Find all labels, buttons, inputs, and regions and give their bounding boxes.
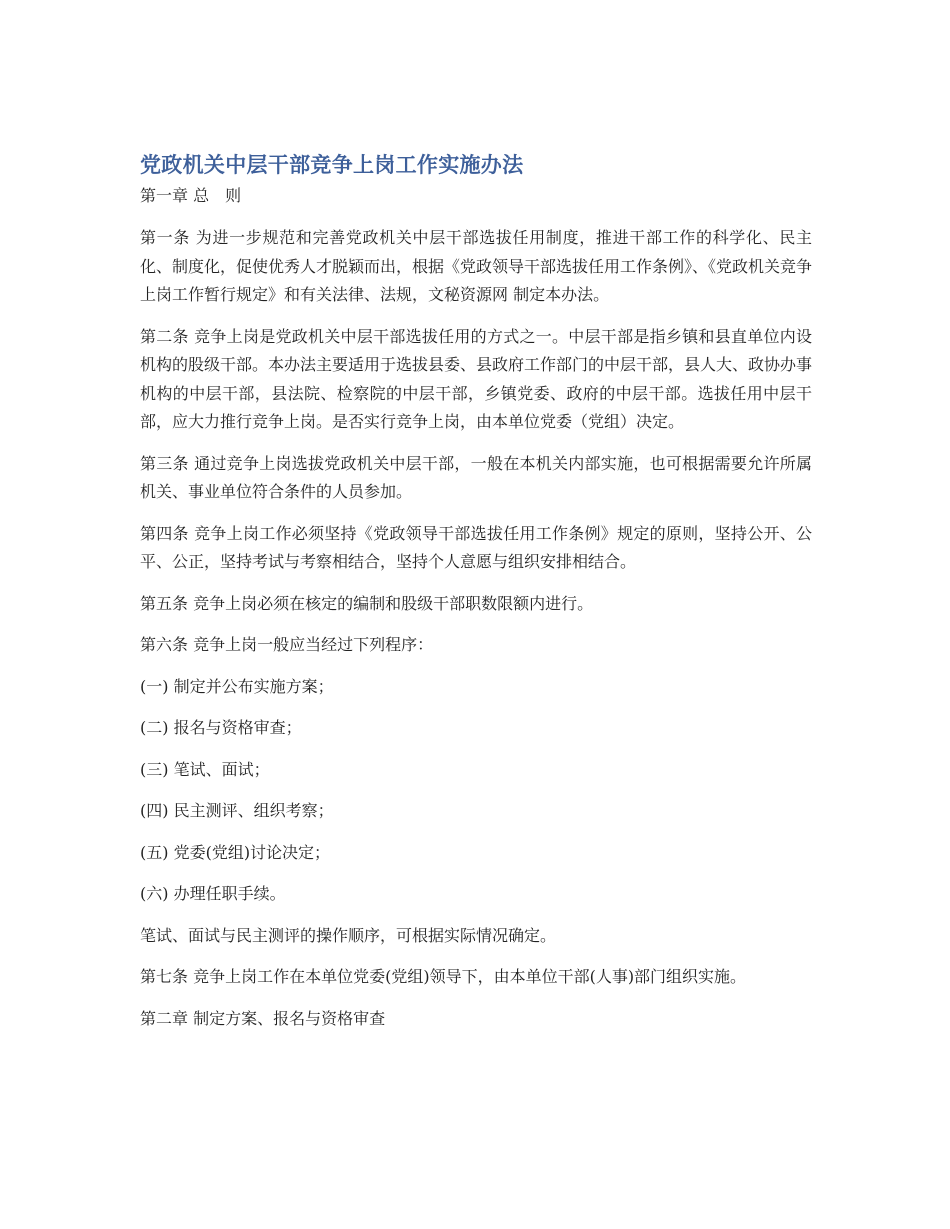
document-title: 党政机关中层干部竞争上岗工作实施办法 [140, 153, 524, 177]
chapter-2-heading: 第二章 制定方案、报名与资格审查 [140, 1008, 386, 1028]
article-4: 第四条 竞争上岗工作必须坚持《党政领导干部选拔任用工作条例》规定的原则，坚持公开、公平、公正，坚持考试与考察相结合，坚持个人意愿与组织安排相结合。 [140, 523, 812, 571]
article-6: 第六条 竞争上岗一般应当经过下列程序： [140, 635, 434, 654]
article-3: 第三条 通过竞争上岗选拔党政机关中层干部，一般在本机关内部实施，也可根据需要允许所属机关、事业单位符合条件的人员参加。 [140, 453, 812, 501]
procedure-item-3: (三) 笔试、面试； [140, 759, 270, 779]
procedure-item-5: (五) 党委(党组)讨论决定； [140, 842, 331, 862]
procedure-note: 笔试、面试与民主测评的操作顺序，可根据实际情况确定。 [140, 925, 557, 945]
chapter-1-heading: 第一章 总 则 [140, 186, 242, 205]
procedure-item-2: (二) 报名与资格审查； [140, 718, 302, 737]
procedure-item-6: (六) 办理任职手续。 [140, 884, 286, 903]
procedure-item-4: (四) 民主测评、组织考察； [140, 801, 334, 820]
article-2: 第二条 竞争上岗是党政机关中层干部选拔任用的方式之一。中层干部是指乡镇和县直单位内设机构的股级干部。本办法主要适用于选拔县委、县政府工作部门的中层干部，县人大、政协办事机构的中层干部，县法院、检察院的中层干部，乡镇党委、政府的中层干部。选拔任用中层干部，应大力推行竞争上岗。是否实行竞争上岗，由本单位党委（党组）决定。 [140, 326, 813, 431]
article-5: 第五条 竞争上岗必须在核定的编制和股级干部职数限额内进行。 [140, 593, 594, 613]
procedure-item-1: (一) 制定并公布实施方案； [140, 676, 334, 696]
article-1: 第一条 为进一步规范和完善党政机关中层干部选拔任用制度，推进干部工作的科学化、民主化、制度化，促使优秀人才脱颖而出，根据《党政领导干部选拔任用工作条例》、《党政机关竞争上岗工作暂行规定》和有关法律、法规，文秘资源网 制定本办法。 [140, 228, 813, 304]
article-7: 第七条 竞争上岗工作在本单位党委(党组)领导下，由本单位干部(人事)部门组织实施。 [140, 967, 747, 986]
document-page [140, 148, 812, 1046]
